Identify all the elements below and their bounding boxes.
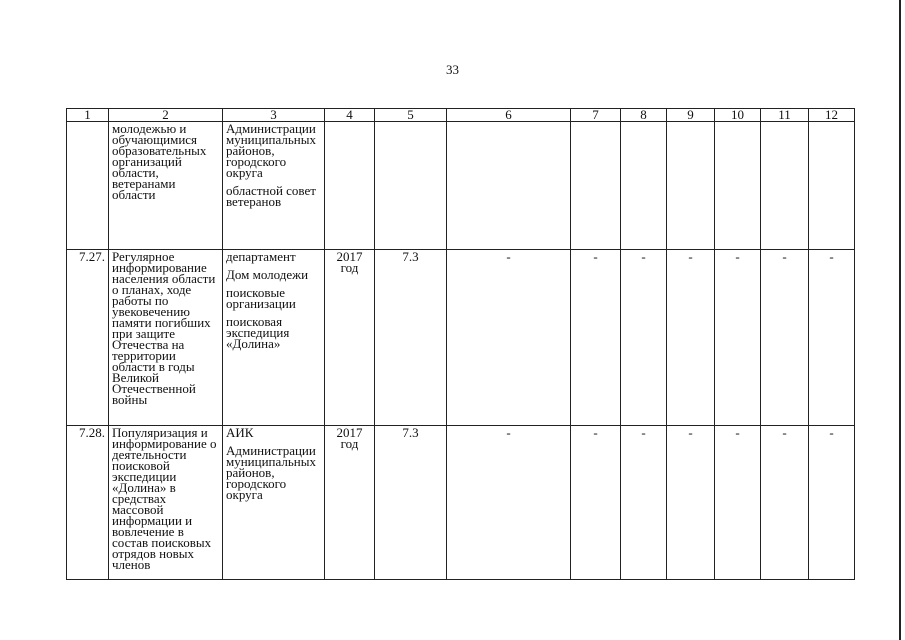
header-cell: 4: [325, 109, 375, 122]
executor-entry: Администрации муниципальных районов, городского округа: [226, 443, 317, 502]
executor-entry: департамент: [226, 249, 296, 264]
page-edge-line: [899, 0, 901, 640]
row-year: 2017 год: [325, 426, 375, 580]
header-row: [67, 109, 855, 122]
header-cell: 2: [109, 109, 223, 122]
value-cell: -: [809, 250, 855, 426]
value-cell: -: [621, 250, 667, 426]
value-cell: [571, 122, 621, 250]
plan-table: [66, 108, 855, 580]
header-cell: 3: [223, 109, 325, 122]
plan-table-body: [67, 109, 855, 580]
value-cell: -: [715, 250, 761, 426]
value-cell: -: [761, 250, 809, 426]
row-executors: [223, 250, 325, 426]
header-cell: 1: [67, 109, 109, 122]
value-cell: -: [447, 250, 571, 426]
row-executors: [223, 426, 325, 580]
executor-entry: АИК: [226, 425, 254, 440]
value-cell: -: [571, 250, 621, 426]
value-cell: -: [667, 250, 715, 426]
header-cell: 10: [715, 109, 761, 122]
page-number: 33: [446, 62, 459, 77]
value-cell: [715, 122, 761, 250]
header-cell: 8: [621, 109, 667, 122]
row-code: 7.3: [375, 250, 447, 426]
row-year: [325, 122, 375, 250]
executor-entry: Администрации муниципальных районов, городского округа: [226, 121, 317, 180]
value-cell: -: [621, 426, 667, 580]
row-description: Популяризация и информирование о деятельности поисковой экспедиции «Долина» в средствах массовой информации и вовлечение в состав поисковых отрядов новых членов: [109, 426, 223, 580]
value-cell: -: [571, 426, 621, 580]
row-number: 7.28.: [67, 426, 109, 580]
executor-entry: областной совет ветеранов: [226, 183, 316, 209]
header-cell: 9: [667, 109, 715, 122]
row-number: [67, 122, 109, 250]
value-cell: -: [715, 426, 761, 580]
value-cell: [447, 122, 571, 250]
executor-entry: поисковая экспедиция «Долина»: [226, 314, 290, 351]
row-number: 7.27.: [67, 250, 109, 426]
table-row: [67, 426, 855, 580]
header-cell: 11: [761, 109, 809, 122]
header-cell: 12: [809, 109, 855, 122]
row-description: молодежью и обучающимися образовательных организаций области, ветеранами области: [109, 122, 223, 250]
value-cell: [621, 122, 667, 250]
value-cell: [667, 122, 715, 250]
value-cell: [761, 122, 809, 250]
header-cell: 5: [375, 109, 447, 122]
header-cell: 6: [447, 109, 571, 122]
value-cell: -: [761, 426, 809, 580]
row-description: Регулярное информирование населения области о планах, ходе работы по увековечению памяти погибших при защите Отечества на территории области в годы Великой Отечественной войны: [109, 250, 223, 426]
executor-entry: Дом молодежи: [226, 267, 309, 282]
table-row: [67, 122, 855, 250]
value-cell: -: [667, 426, 715, 580]
row-code: 7.3: [375, 426, 447, 580]
row-executors: [223, 122, 325, 250]
row-code: [375, 122, 447, 250]
header-cell: 7: [571, 109, 621, 122]
table-row: [67, 250, 855, 426]
value-cell: -: [447, 426, 571, 580]
executor-entry: поисковые организации: [226, 285, 296, 311]
row-year: 2017 год: [325, 250, 375, 426]
value-cell: -: [809, 426, 855, 580]
value-cell: [809, 122, 855, 250]
